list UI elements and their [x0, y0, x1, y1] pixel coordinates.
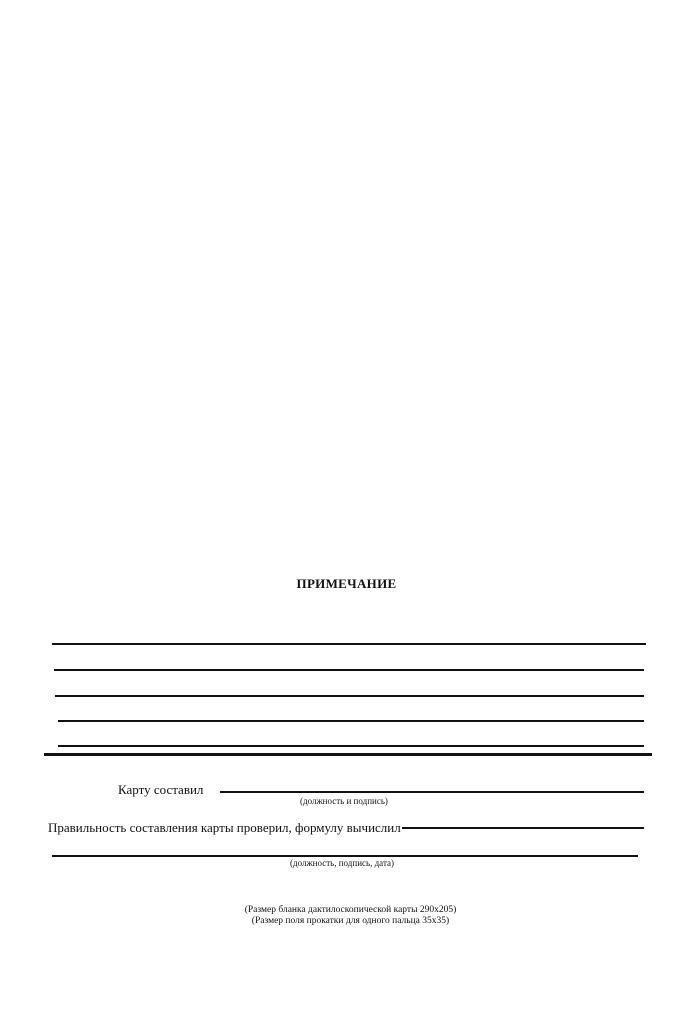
note-line-3 [55, 695, 644, 697]
footer-form-size: (Размер бланка дактилоскопической карты 290х205) [244, 905, 457, 915]
note-line-1 [52, 643, 646, 645]
checked-by-signature-line [402, 827, 644, 829]
checked-by-caption: (должность, подпись, дата) [290, 858, 394, 868]
compiled-by-caption: (должность и подпись) [300, 796, 388, 806]
checked-by-signature-line-2 [52, 855, 638, 857]
note-line-2 [54, 669, 644, 671]
note-line-5 [58, 745, 644, 747]
checked-by-label: Правильность составления карты проверил, формулу вычислил [48, 820, 401, 835]
footer-field-size: (Размер поля прокатки для одного пальца 35х35) [251, 916, 450, 926]
note-line-4 [58, 720, 644, 722]
compiled-by-label: Карту составил [118, 782, 204, 797]
section-divider [44, 753, 652, 756]
compiled-by-signature-line [220, 791, 644, 793]
note-title: ПРИМЕЧАНИЕ [296, 576, 397, 591]
